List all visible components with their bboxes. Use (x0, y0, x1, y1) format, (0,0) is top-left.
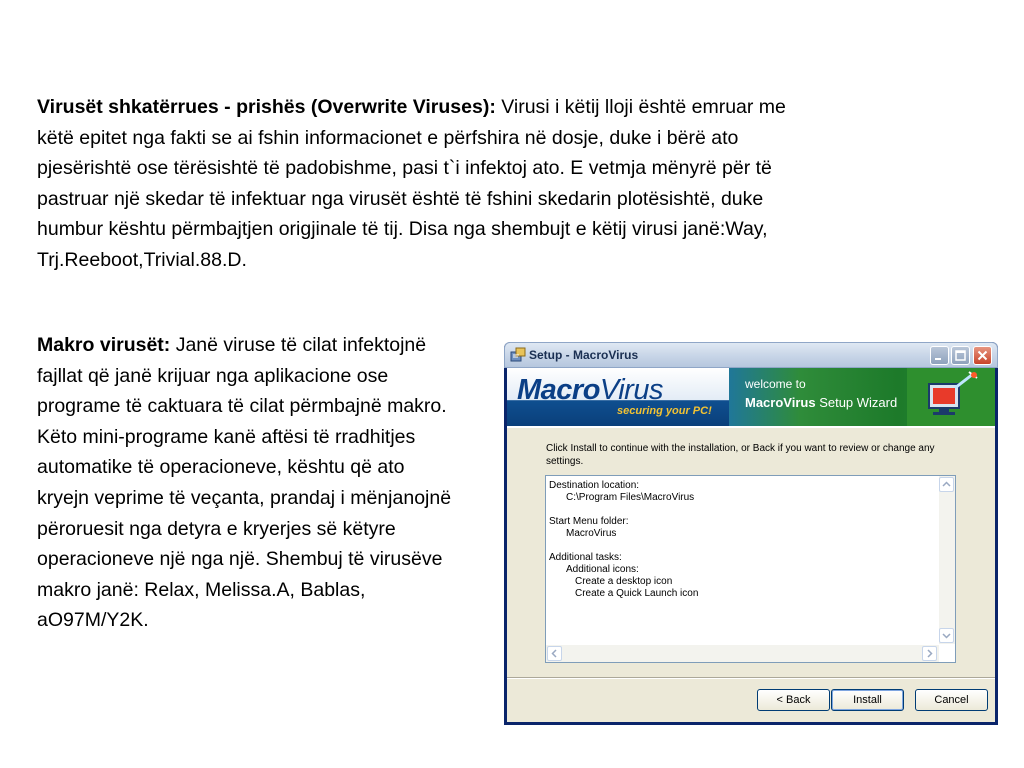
window-title: Setup - MacroVirus (529, 348, 639, 362)
memo-line: MacroVirus (566, 528, 617, 539)
scroll-up-button[interactable] (939, 477, 954, 492)
logo-light-text: Virus (599, 374, 663, 406)
scroll-down-button[interactable] (939, 628, 954, 643)
close-icon (974, 347, 991, 364)
macrovirus-logo (517, 374, 663, 407)
logo-bold-text: Macro (517, 374, 600, 406)
title-bar[interactable] (504, 342, 998, 368)
wizard-banner (507, 368, 995, 426)
memo-line: Destination location: (549, 480, 640, 491)
banner-divider (507, 426, 995, 428)
paragraph-body: Virusi i këtij lloji është emruar me këtë epitet nga fakti se ai fshin informacionet e përfshira në dosje, duke i bërë ato pjesërishtë ose tërësishtë të padobishme, pasi t`i infektoj ato. E vetmja mënyrë për të pastruar një skedar të infektuar nga virusët është të fshini skedarin plotësishtë, duke humbur kështu përmbajtjen origjinale të tij. Disa nga shembujt e këtij virusi janë:Way, Trj.Reeboot,Trivial.88.D. (37, 96, 786, 271)
paragraph-macro-viruses (37, 330, 457, 636)
maximize-button[interactable] (951, 346, 970, 365)
wizard-name-bold: MacroVirus (745, 395, 816, 410)
close-button[interactable] (973, 346, 992, 365)
banner-logo-area (507, 368, 729, 426)
instruction-text: Click Install to continue with the installation, or Back if you want to review or change any settings. (546, 443, 935, 467)
chevron-up-icon (940, 478, 953, 491)
button-area-divider-highlight (507, 678, 995, 679)
infected-computer-icon (907, 368, 995, 426)
logo-tagline: securing your PC! (617, 405, 712, 417)
vertical-scrollbar[interactable] (939, 476, 955, 644)
paragraph-heading: Makro virusët: (37, 334, 171, 356)
banner-art (907, 368, 995, 426)
paragraph-body: Janë viruse të cilat infektojnë fajllat që janë krijuar nga aplikacione ose programe të caktuara të cilat përmbajnë makro. Këto mini-programe kanë aftësi të rradhitjes automatike të operacioneve, kështu që ato kryejn veprime të veçanta, prandaj i mënjanojnë përoruesit nga detyra e kryerjes së këtyre operacioneve një nga një. Shembuj të virusëve makro janë: Relax, Melissa.A, Bablas, aO97M/Y2K. (37, 334, 452, 632)
chevron-left-icon (548, 647, 561, 660)
setup-app-icon (510, 347, 526, 363)
maximize-icon (952, 347, 969, 364)
memo-line: Additional tasks: (549, 552, 622, 563)
minimize-icon (931, 347, 948, 364)
scroll-right-button[interactable] (922, 646, 937, 661)
welcome-line: welcome to (745, 377, 806, 391)
cancel-button[interactable]: Cancel (915, 689, 988, 711)
window-client-area (507, 368, 995, 722)
paragraph-overwrite-viruses (37, 92, 807, 276)
memo-line: Start Menu folder: (549, 516, 629, 527)
minimize-button[interactable] (930, 346, 949, 365)
memo-line: Create a Quick Launch icon (575, 588, 699, 599)
setup-window (504, 342, 998, 725)
install-button[interactable]: Install (831, 689, 904, 711)
horizontal-scrollbar[interactable] (546, 645, 939, 662)
memo-line: Create a desktop icon (575, 576, 673, 587)
paragraph-heading: Virusët shkatërrues - prishës (Overwrite Viruses): (37, 96, 496, 118)
wizard-name-rest: Setup Wizard (815, 395, 898, 410)
chevron-right-icon (923, 647, 936, 660)
memo-line: C:\Program Files\MacroVirus (566, 492, 695, 503)
chevron-down-icon (940, 629, 953, 642)
back-button[interactable]: < Back (757, 689, 830, 711)
settings-summary-box[interactable] (545, 475, 956, 663)
memo-line: Additional icons: (566, 564, 639, 575)
wizard-name (745, 395, 897, 410)
scroll-left-button[interactable] (547, 646, 562, 661)
